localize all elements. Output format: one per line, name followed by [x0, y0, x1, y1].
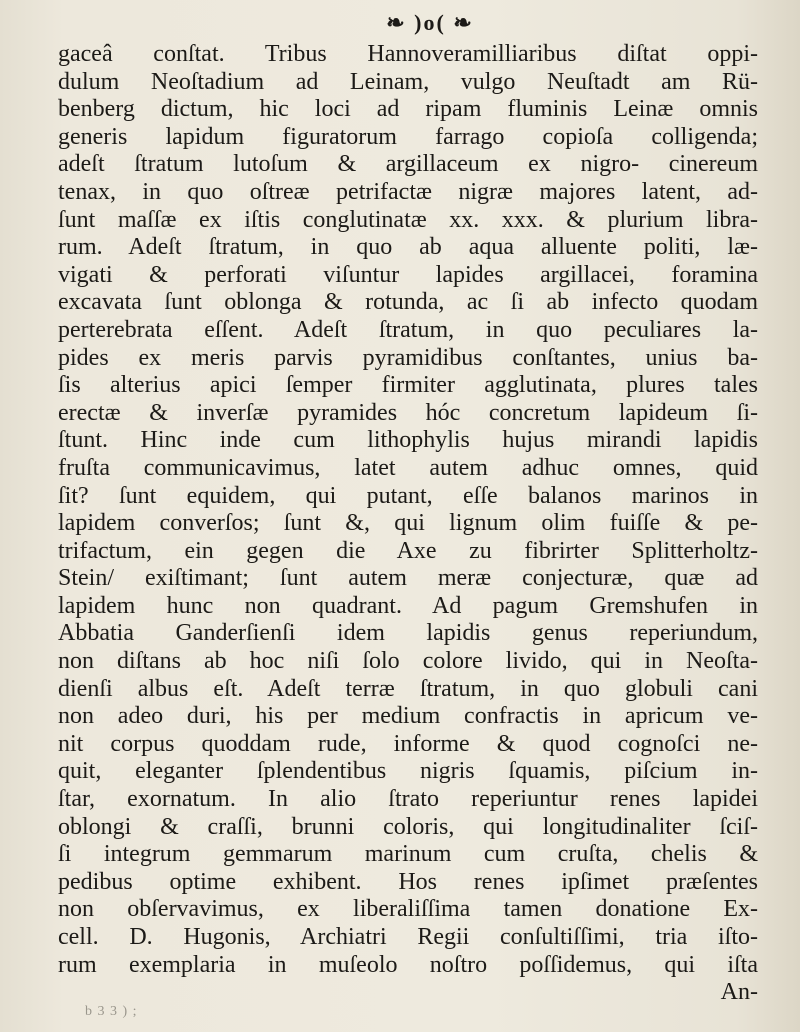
text-line: Stein/ exiſtimant; ſunt autem meræ conjecturæ, quæ ad: [58, 565, 758, 592]
text-line: nit corpus quoddam rude, informe & quod cognoſci ne-: [58, 730, 758, 757]
text-line: non obſervavimus, ex liberaliſſima tamen donatione Ex-: [58, 896, 758, 923]
signature-mark: b 3 3 ) ;: [85, 1004, 138, 1019]
text-line: excavata ſunt oblonga & rotunda, ac ſi ab infecto quodam: [58, 289, 758, 316]
text-line: oblongi & craſſi, brunni coloris, qui longitudinaliter ſciſ-: [58, 813, 758, 840]
text-line: rum. Adeſt ſtratum, in quo ab aqua alluente politi, læ-: [58, 234, 758, 261]
text-line: ſtunt. Hinc inde cum lithophylis hujus mirandi lapidis: [58, 427, 758, 454]
text-line: non diſtans ab hoc niſi ſolo colore livido, qui in Neoſta-: [58, 648, 758, 675]
text-line: ſis alterius apici ſemper firmiter agglutinata, plures tales: [58, 372, 758, 399]
text-line: cell. D. Hugonis, Archiatri Regii conſultiſſimi, tria iſto-: [58, 924, 758, 950]
text-line: lapidem converſos; ſunt &, qui lignum olim fuiſſe & pe-: [58, 510, 758, 537]
text-line: rum exemplaria in muſeolo noſtro poſſidemus, qui iſta: [58, 951, 758, 978]
text-line: erectæ & inverſæ pyramides hóc concretum lapideum ſi-: [58, 399, 758, 426]
text-line: gaceâ conſtat. Tribus Hannoveramilliaribus diſtat oppi-: [58, 41, 758, 67]
text-line: ſi integrum gemmarum marinum cum cruſta, chelis &: [58, 841, 758, 868]
text-line: Abbatia Ganderſienſi idem lapidis genus reperiundum,: [58, 620, 758, 647]
text-line: ſit? ſunt equidem, qui putant, eſſe balanos marinos in: [58, 482, 758, 509]
text-line: pedibus optime exhibent. Hos renes ipſimet præſentes: [58, 868, 758, 895]
text-line: dienſi albus eſt. Adeſt terræ ſtratum, in quo globuli cani: [58, 675, 758, 702]
text-line: pides ex meris parvis pyramidibus conſtantes, unius ba-: [58, 344, 758, 371]
text-line: quit, eleganter ſplendentibus nigris ſquamis, piſcium in-: [58, 758, 758, 785]
text-line: ſtar, exornatum. In alio ſtrato reperiuntur renes lapidei: [58, 786, 758, 813]
text-line: benberg dictum, hic loci ad ripam fluminis Leinæ omnis: [58, 96, 758, 123]
text-line: lapidem hunc non quadrant. Ad pagum Gremshufen in: [58, 592, 758, 619]
body-text: [58, 41, 758, 1007]
text-line: trifactum, ein gegen die Axe zu fibrirter Splitterholtz-: [58, 537, 758, 564]
text-line: dulum Neoſtadium ad Leinam, vulgo Neuſtadt am Rü-: [58, 68, 758, 95]
text-line: non adeo duri, his per medium confractis in apricum ve-: [58, 703, 758, 730]
text-line: perterebrata eſſent. Adeſt ſtratum, in quo peculiares la-: [58, 316, 758, 343]
text-line: vigati & perforati viſuntur lapides argillacei, foramina: [58, 261, 758, 288]
catchword-line: An-: [720, 979, 758, 1006]
text-line: ſunt maſſæ ex iſtis conglutinatæ xx. xxx. & plurium libra-: [58, 206, 758, 233]
text-line: adeſt ſtratum lutoſum & argillaceum ex nigro- cinereum: [58, 151, 758, 178]
text-line: tenax, in quo oſtreæ petrifactæ nigræ majores latent, ad-: [58, 178, 758, 205]
page-header-ornament: ❧ )o( ❧: [386, 10, 474, 35]
text-line: generis lapidum figuratorum farrago copioſa colligenda;: [58, 123, 758, 150]
text-line: fruſta communicavimus, latet autem adhuc omnes, quid: [58, 454, 758, 481]
